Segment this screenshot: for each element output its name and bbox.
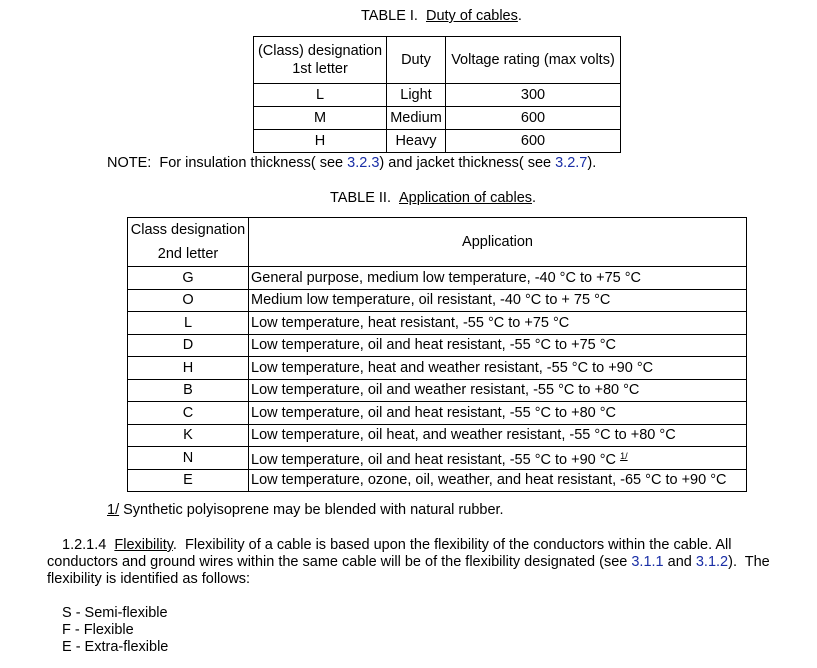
note-ref-3-2-7[interactable]: 3.2.7 bbox=[555, 155, 588, 171]
section-title: Flexibility bbox=[114, 537, 173, 553]
table1-header-class: (Class) designation 1st letter bbox=[254, 37, 387, 84]
footnote-mark: 1/ bbox=[107, 502, 120, 518]
list-item: S - Semi-flexible bbox=[62, 605, 168, 621]
table-row: B Low temperature, oil and weather resistant, -55 °C to +80 °C bbox=[128, 379, 747, 402]
table1-header-duty: Duty bbox=[387, 37, 446, 84]
section-ref-3-1-1[interactable]: 3.1.1 bbox=[631, 554, 664, 570]
section-line-2: conductors and ground wires within the same cable will be of the flexibility designated (see 3.1.1 and 3.1.2). The bbox=[47, 554, 770, 570]
table-row: O Medium low temperature, oil resistant, -40 °C to + 75 °C bbox=[128, 289, 747, 312]
footnote-ref: 1/ bbox=[620, 450, 628, 461]
table-row: D Low temperature, oil and heat resistant, -55 °C to +75 °C bbox=[128, 334, 747, 357]
section-number: 1.2.1.4 bbox=[62, 537, 107, 553]
table2-header-class: Class designation 2nd letter bbox=[128, 218, 249, 267]
table-row: E Low temperature, ozone, oil, weather, and heat resistant, -65 °C to +90 °C bbox=[128, 469, 747, 492]
table2-caption: TABLE II. Application of cables. bbox=[330, 190, 537, 206]
table2-caption-title: Application of cables bbox=[399, 190, 533, 206]
table1-header-voltage: Voltage rating (max volts) bbox=[446, 37, 621, 84]
table1-caption-title: Duty of cables bbox=[425, 8, 518, 24]
list-item: E - Extra-flexible bbox=[62, 639, 169, 655]
table-row: C Low temperature, oil and heat resistant, -55 °C to +80 °C bbox=[128, 402, 747, 425]
table1-caption: TABLE I. Duty of cables. bbox=[361, 8, 522, 24]
table-application-of-cables bbox=[127, 217, 747, 492]
table2-footnote: 1/ Synthetic polyisoprene may be blended with natural rubber. bbox=[107, 502, 504, 518]
section-line-3: flexibility is identified as follows: bbox=[47, 571, 251, 587]
table-row: H Low temperature, heat and weather resistant, -55 °C to +90 °C bbox=[128, 357, 747, 380]
table-row: M Medium 600 bbox=[254, 107, 621, 130]
table-row: L Low temperature, heat resistant, -55 °C to +75 °C bbox=[128, 312, 747, 335]
note-ref-3-2-3[interactable]: 3.2.3 bbox=[347, 155, 380, 171]
flexibility-list bbox=[62, 605, 168, 656]
table-row: N Low temperature, oil and heat resistant, -55 °C to +90 °C $^{1/}$ bbox=[128, 447, 747, 470]
table-duty-of-cables bbox=[253, 36, 621, 153]
section-ref-3-1-2[interactable]: 3.1.2 bbox=[695, 554, 729, 570]
table-row: L Light 300 bbox=[254, 84, 621, 107]
table-row: K Low temperature, oil heat, and weather resistant, -55 °C to +80 °C bbox=[128, 424, 747, 447]
table1-header-row bbox=[254, 37, 621, 84]
table-row: G General purpose, medium low temperature, -40 °C to +75 °C bbox=[128, 267, 747, 290]
section-flexibility bbox=[47, 537, 807, 597]
table2-header-row bbox=[128, 218, 747, 267]
list-item: F - Flexible bbox=[62, 622, 134, 638]
table1-note: NOTE: For insulation thickness( see 3.2.3) and jacket thickness( see 3.2.7). bbox=[107, 155, 597, 171]
table-row: H Heavy 600 bbox=[254, 130, 621, 153]
section-line-1: 1.2.1.4 Flexibility. Flexibility of a cable is based upon the flexibility of the conductors within the cable. All bbox=[62, 537, 732, 553]
table2-header-application: Application bbox=[249, 218, 747, 267]
